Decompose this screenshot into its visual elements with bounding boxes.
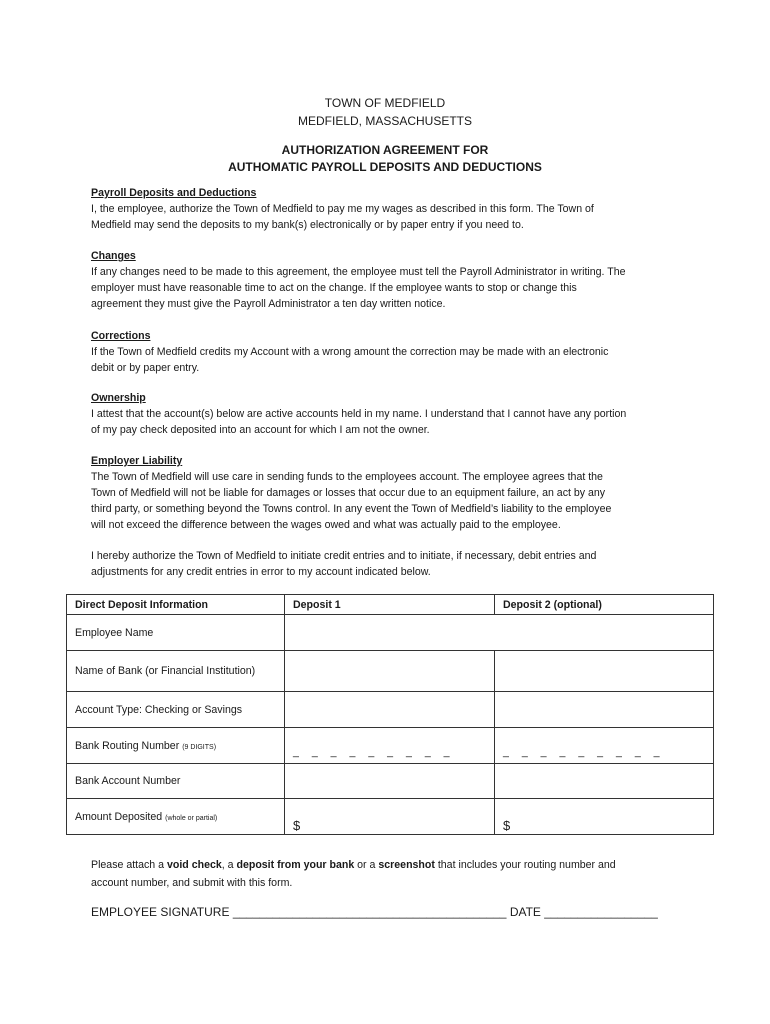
deposit-2-routing-field[interactable] (495, 728, 714, 764)
section-line: employer must have reasonable time to act on the change. If the employee wants to stop or change this (91, 282, 577, 294)
section-ownership (91, 390, 691, 438)
section-line: If any changes need to be made to this agreement, the employee must tell the Payroll Administrator in writing. The (91, 266, 626, 278)
attach-text: account number, and submit with this form. (91, 877, 293, 889)
section-line: agreement they must give the Payroll Administrator a ten day written notice. (91, 298, 446, 310)
section-line: I hereby authorize the Town of Medfield to initiate credit entries and to initiate, if necessary, debit entries and (91, 550, 597, 562)
attach-text: that includes your routing number and (434, 859, 616, 871)
deposit-1-bank-field[interactable] (285, 651, 495, 692)
signature-field[interactable]: _________________________________________ (232, 905, 507, 919)
routing-digit-blanks: _ _ _ _ _ _ _ _ _ (503, 745, 665, 758)
row-label: Name of Bank (or Financial Institution) (67, 651, 285, 692)
section-heading: Ownership (91, 392, 146, 404)
date-label: DATE (509, 905, 541, 919)
section-line: Medfield may send the deposits to my bank(s) electronically or by paper entry if you need to. (91, 219, 524, 231)
routing-digit-blanks: _ _ _ _ _ _ _ _ _ (293, 745, 455, 758)
row-label: Bank Account Number (67, 764, 285, 799)
deposit-1-amount-field[interactable] (285, 799, 495, 835)
row-label (67, 728, 285, 764)
table-row (67, 615, 714, 651)
row-label (67, 799, 285, 835)
deposit-1-account-number-field[interactable] (285, 764, 495, 799)
employee-name-field[interactable] (285, 615, 714, 651)
section-line: The Town of Medfield will use care in sending funds to the employees account. The employee agrees that the (91, 471, 603, 483)
deposit-2-amount-field[interactable] (495, 799, 714, 835)
section-line: I, the employee, authorize the Town of Medfield to pay me my wages as described in this form. The Town of (91, 203, 594, 215)
amount-label: Amount Deposited (75, 810, 163, 823)
routing-digits-note: (9 DIGITS) (182, 743, 217, 751)
attach-void-check: void check (166, 859, 222, 871)
table-row (67, 692, 714, 728)
row-label: Employee Name (67, 615, 285, 651)
title-line-2: AUTHOMATIC PAYROLL DEPOSITS AND DEDUCTIONS (228, 160, 542, 174)
date-field[interactable]: _________________ (544, 905, 658, 919)
section-changes (91, 248, 691, 312)
attach-text: or a (354, 859, 379, 871)
section-line: adjustments for any credit entries in error to my account indicated below. (91, 566, 431, 578)
row-label: Account Type: Checking or Savings (67, 692, 285, 728)
deposit-1-account-type-field[interactable] (285, 692, 495, 728)
table-row (67, 799, 714, 835)
section-line: Town of Medfield will not be liable for damages or losses that occur due to an equipment failure, an act by any (91, 487, 606, 499)
column-header: Direct Deposit Information (67, 595, 285, 615)
signature-label: EMPLOYEE SIGNATURE (91, 905, 230, 919)
table-row (67, 764, 714, 799)
section-heading: Employer Liability (91, 455, 183, 467)
town-name: TOWN OF MEDFIELD (324, 96, 446, 110)
section-employer-liability (91, 453, 691, 533)
deposit-1-routing-field[interactable] (285, 728, 495, 764)
title-line-1: AUTHORIZATION AGREEMENT FOR (281, 143, 489, 157)
section-heading: Corrections (91, 330, 151, 342)
dollar-sign: $ (293, 818, 301, 833)
attach-text: Please attach a (91, 859, 167, 871)
signature-line (91, 905, 711, 919)
section-line: I attest that the account(s) below are active accounts held in my name. I understand that I cannot have any portion (91, 408, 627, 420)
section-line: third party, or something beyond the Towns control. In any event the Town of Medfield’s liability to the employee (91, 503, 612, 515)
attach-text: , a (221, 859, 237, 871)
routing-label: Bank Routing Number (75, 739, 180, 752)
deposit-2-account-number-field[interactable] (495, 764, 714, 799)
section-line: debit or by paper entry. (91, 362, 200, 374)
table-header-row (67, 595, 714, 615)
section-corrections (91, 328, 691, 376)
table-row (67, 728, 714, 764)
section-payroll-deposits (91, 185, 691, 233)
dollar-sign: $ (503, 818, 511, 833)
section-authorization (91, 548, 691, 580)
section-line: If the Town of Medfield credits my Account with a wrong amount the correction may be made with an electronic (91, 346, 609, 358)
column-header: Deposit 2 (optional) (495, 595, 714, 615)
section-heading: Changes (91, 250, 136, 262)
town-location: MEDFIELD, MASSACHUSETTS (297, 114, 473, 128)
direct-deposit-table (66, 594, 714, 835)
section-heading: Payroll Deposits and Deductions (91, 187, 257, 199)
deposit-2-account-type-field[interactable] (495, 692, 714, 728)
attach-deposit-from-bank: deposit from your bank (236, 859, 355, 871)
section-line: will not exceed the difference between the wages owed and what was actually paid to the employee. (91, 519, 561, 531)
column-header: Deposit 1 (285, 595, 495, 615)
section-line: of my pay check deposited into an account for which I am not the owner. (91, 424, 430, 436)
amount-note: (whole or partial) (165, 814, 218, 822)
letterhead (0, 94, 770, 130)
deposit-2-bank-field[interactable] (495, 651, 714, 692)
attach-screenshot: screenshot (378, 859, 435, 871)
attachment-instructions (91, 856, 691, 892)
table-row (67, 651, 714, 692)
form-title (0, 142, 770, 176)
